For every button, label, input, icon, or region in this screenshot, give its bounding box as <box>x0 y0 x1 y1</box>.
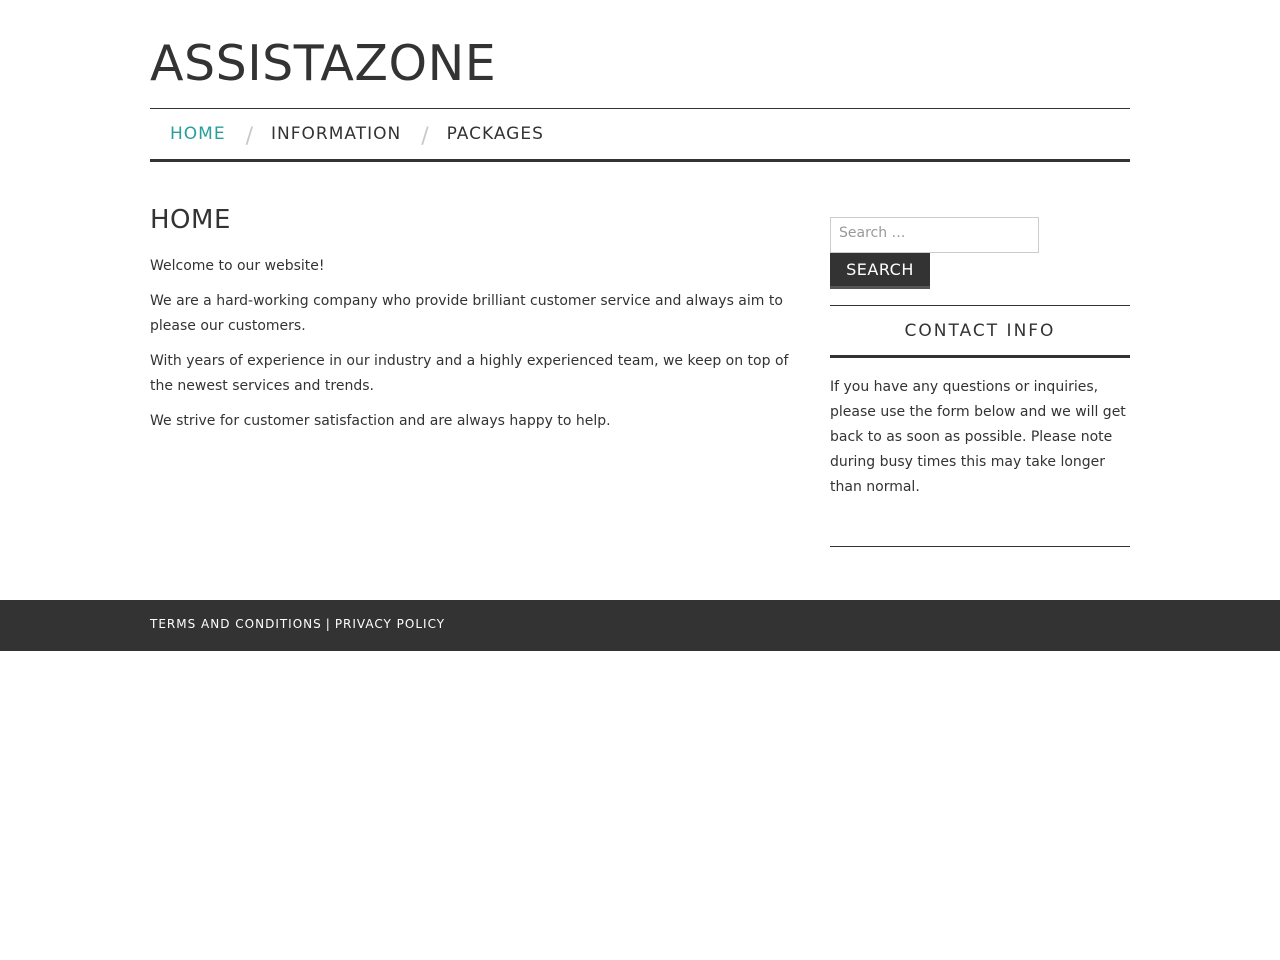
content-paragraph: We strive for customer satisfaction and are always happy to help. <box>150 413 611 429</box>
search-input[interactable] <box>830 217 1039 253</box>
contact-text: If you have any questions or inquiries, please use the form below and we will get back to as soon as possible. Please note during busy times this may take longer than normal. <box>830 379 1126 495</box>
widget-title-bar <box>830 305 1130 358</box>
footer-separator: | <box>325 617 331 631</box>
widget-divider <box>830 546 1130 547</box>
site-footer <box>0 600 1280 651</box>
footer-link-privacy[interactable]: PRIVACY POLICY <box>334 617 446 631</box>
nav-list <box>150 109 1130 159</box>
nav-item-label: INFORMATION <box>271 124 402 144</box>
main-content <box>150 200 795 444</box>
nav-item-information[interactable] <box>271 124 401 144</box>
footer-links <box>150 617 445 631</box>
nav-item-label: PACKAGES <box>446 124 544 144</box>
search-button[interactable]: SEARCH <box>830 253 930 289</box>
site-header <box>150 34 1130 94</box>
content-paragraph: Welcome to our website! <box>150 258 325 274</box>
widget-title: CONTACT INFO <box>904 320 1056 341</box>
content-paragraph: We are a hard-working company who provide brilliant customer service and always aim to please our customers. <box>150 293 783 334</box>
nav-item-packages[interactable] <box>447 124 544 144</box>
site-title[interactable]: ASSISTAZONE <box>150 35 497 92</box>
contact-widget <box>830 305 1130 547</box>
footer-link-terms[interactable]: TERMS AND CONDITIONS <box>150 617 322 631</box>
nav-separator: / <box>245 123 253 149</box>
page-title: HOME <box>150 205 231 235</box>
nav-item-home[interactable] <box>170 124 226 144</box>
nav-separator: / <box>421 123 429 149</box>
sidebar <box>830 217 1130 547</box>
content-paragraph: With years of experience in our industry and a highly experienced team, we keep on top of the newest services and trends. <box>150 353 789 394</box>
main-nav <box>150 108 1130 162</box>
search-form <box>830 217 1130 289</box>
nav-item-label: HOME <box>170 124 226 144</box>
